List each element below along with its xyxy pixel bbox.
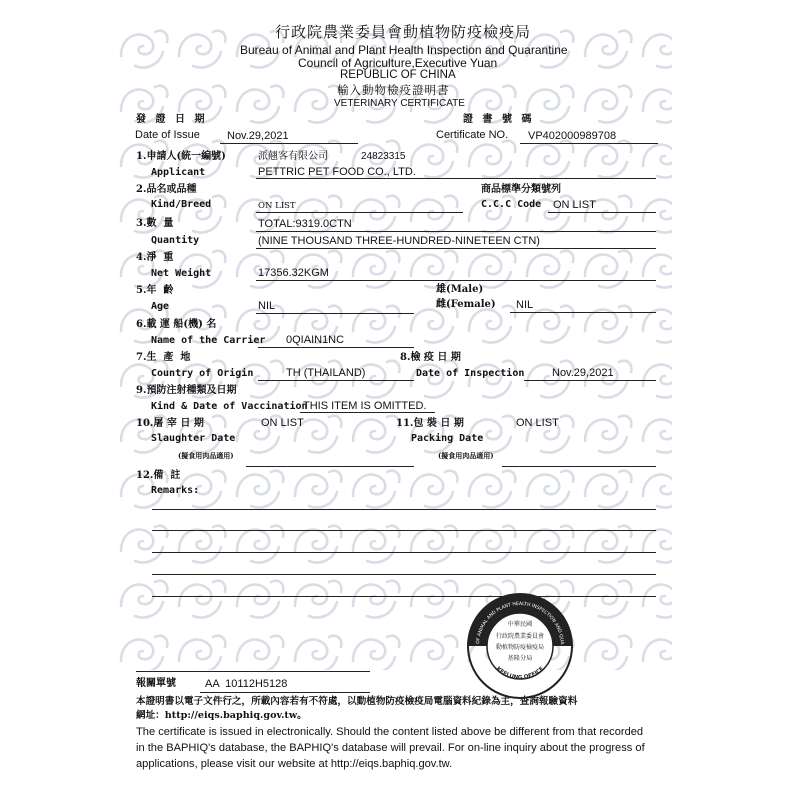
customs-label: 報關單號 bbox=[136, 678, 176, 689]
packing-value: ON LIST bbox=[516, 417, 559, 429]
footer-en-3: applications, please visit our website at http://eiqs.baphiq.gov.tw. bbox=[136, 758, 453, 770]
official-seal bbox=[466, 592, 574, 700]
quantity-underline-2 bbox=[256, 248, 656, 249]
applicant-name-en: PETTRIC PET FOOD CO., LTD. bbox=[258, 166, 416, 178]
ccc-underline bbox=[548, 212, 656, 213]
seal-ring-bottom: KEELUNG OFFICE bbox=[494, 665, 546, 681]
inspection-underline bbox=[524, 380, 656, 381]
vaccination-value: THIS ITEM IS OMITTED. bbox=[303, 400, 427, 412]
carrier-value: 0QIAIN1NC bbox=[286, 334, 345, 346]
footer-zh-2: 網址：http://eiqs.baphiq.gov.tw。 bbox=[136, 710, 307, 721]
applicant-label-zh: 1.申請人(統一編號) bbox=[136, 151, 226, 162]
inspection-label-zh: 8.檢 疫 日 期 bbox=[400, 352, 461, 363]
age-label-en: Age bbox=[151, 301, 170, 312]
slaughter-underline bbox=[246, 466, 414, 467]
packing-label-zh: 11.包 裝 日 期 bbox=[396, 418, 464, 429]
seal-ring-top: OF ANIMAL AND PLANT HEALTH INSPECTION AND QUA bbox=[476, 601, 564, 645]
remarks-line bbox=[152, 574, 656, 575]
ccc-label-zh: 商品標準分類號列 bbox=[481, 184, 561, 195]
quantity-words: (NINE THOUSAND THREE-HUNDRED-NINETEEN CTN) bbox=[258, 235, 540, 247]
certificate-title-zh: 輸入動物檢疫證明書 bbox=[337, 83, 450, 97]
footer-en-2: in the BAPHIQ's database, the BAPHIQ's database will prevail. For on-line inquiry about the progress of bbox=[136, 742, 645, 754]
packing-underline bbox=[502, 466, 656, 467]
issue-label-zh: 發 證 日 期 bbox=[136, 114, 208, 125]
bureau-title-zh: 行政院農業委員會動植物防疫檢疫局 bbox=[275, 23, 532, 41]
seal-line-1: 中華民國 bbox=[507, 621, 533, 628]
vaccination-underline bbox=[300, 412, 435, 413]
seal-line-4: 基隆分局 bbox=[507, 655, 533, 662]
seal-line-2: 行政院農業委員會 bbox=[495, 633, 545, 640]
carrier-underline bbox=[258, 347, 414, 348]
origin-value: TH (THAILAND) bbox=[286, 367, 366, 379]
remarks-label-en: Remarks: bbox=[151, 485, 200, 496]
issue-date-value: Nov.29,2021 bbox=[227, 130, 289, 142]
weight-label-en: Net Weight bbox=[151, 268, 212, 279]
age-value: NIL bbox=[258, 300, 276, 312]
remarks-line bbox=[152, 509, 656, 510]
kind-value: ON LIST bbox=[258, 201, 296, 211]
packing-label-en: Packing Date bbox=[411, 433, 484, 444]
issue-label-en: Date of Issue bbox=[135, 129, 200, 141]
kind-label-zh: 2.品名或品種 bbox=[136, 184, 197, 195]
origin-underline bbox=[258, 380, 414, 381]
weight-value: 17356.32KGM bbox=[258, 267, 329, 279]
applicant-name-zh: 派翹客有限公司 bbox=[258, 151, 328, 162]
issue-date-underline bbox=[220, 143, 358, 144]
slaughter-note: (擬食用肉品適用) bbox=[178, 451, 234, 460]
inspection-value: Nov.29,2021 bbox=[552, 367, 614, 379]
seal-line-3: 動植物防疫檢疫局 bbox=[495, 644, 545, 651]
remarks-line bbox=[152, 552, 656, 553]
country-name: REPUBLIC OF CHINA bbox=[340, 69, 456, 81]
kind-label-en: Kind/Breed bbox=[151, 199, 212, 210]
weight-underline bbox=[256, 280, 656, 281]
origin-label-en: Country of Origin bbox=[151, 368, 254, 379]
sex-underline bbox=[510, 312, 656, 313]
vaccination-label-zh: 9.預防注射種類及日期 bbox=[136, 385, 237, 396]
quantity-total: TOTAL:9319.0CTN bbox=[258, 218, 352, 230]
kind-underline bbox=[256, 212, 463, 213]
bureau-title-en: Bureau of Animal and Plant Health Inspection and Quarantine bbox=[240, 43, 568, 57]
carrier-label-zh: 6.載 運 船(機) 名 bbox=[136, 319, 217, 330]
weight-label-zh: 4.淨 重 bbox=[136, 252, 174, 263]
footer-zh-1: 本證明書以電子文件行之，所載內容若有不符處，以動植物防疫檢疫局電腦資料紀錄為主，查詢報驗資料 bbox=[136, 696, 578, 707]
age-underline bbox=[256, 313, 414, 314]
slaughter-label-en: Slaughter Date bbox=[151, 433, 236, 444]
slaughter-label-zh: 10.屠 宰 日 期 bbox=[136, 418, 204, 429]
certno-value: VP402000989708 bbox=[528, 130, 617, 142]
female-label: 雌(Female) bbox=[436, 299, 496, 310]
certno-underline bbox=[520, 143, 658, 144]
council-name: Council of Agriculture,Executive Yuan bbox=[298, 56, 498, 70]
carrier-label-en: Name of the Carrier bbox=[151, 335, 266, 346]
footer-en-1: The certificate is issued in electronically. Should the content listed above be different from that recorded bbox=[136, 726, 644, 738]
packing-note: (擬食用肉品適用) bbox=[438, 451, 494, 460]
quantity-label-en: Quantity bbox=[151, 235, 200, 246]
applicant-id: 24823315 bbox=[361, 151, 406, 162]
customs-top-line bbox=[136, 671, 370, 672]
remarks-line bbox=[152, 596, 656, 597]
sex-value: NIL bbox=[516, 299, 534, 311]
origin-label-zh: 7.生 產 地 bbox=[136, 352, 191, 363]
ccc-label-en: C.C.C Code bbox=[481, 199, 542, 210]
applicant-underline bbox=[256, 178, 656, 179]
remarks-line bbox=[152, 530, 656, 531]
certno-label-zh: 證 書 號 碼 bbox=[463, 114, 535, 125]
customs-underline bbox=[200, 692, 370, 693]
male-label: 雄(Male) bbox=[436, 284, 484, 295]
slaughter-value: ON LIST bbox=[261, 417, 304, 429]
inspection-label-en: Date of Inspection bbox=[416, 368, 525, 379]
quantity-label-zh: 3.數 量 bbox=[136, 218, 174, 229]
vaccination-label-en: Kind & Date of Vaccination bbox=[151, 401, 308, 412]
certno-label-en: Certificate NO. bbox=[436, 129, 509, 141]
certificate-title-en: VETERINARY CERTIFICATE bbox=[334, 98, 465, 109]
quantity-underline-1 bbox=[256, 231, 656, 232]
customs-value: AA 10112H5128 bbox=[205, 678, 288, 690]
applicant-label-en: Applicant bbox=[151, 167, 206, 178]
age-label-zh: 5.年 齡 bbox=[136, 285, 174, 296]
remarks-label-zh: 12.備 註 bbox=[136, 470, 181, 481]
ccc-value: ON LIST bbox=[553, 199, 596, 211]
